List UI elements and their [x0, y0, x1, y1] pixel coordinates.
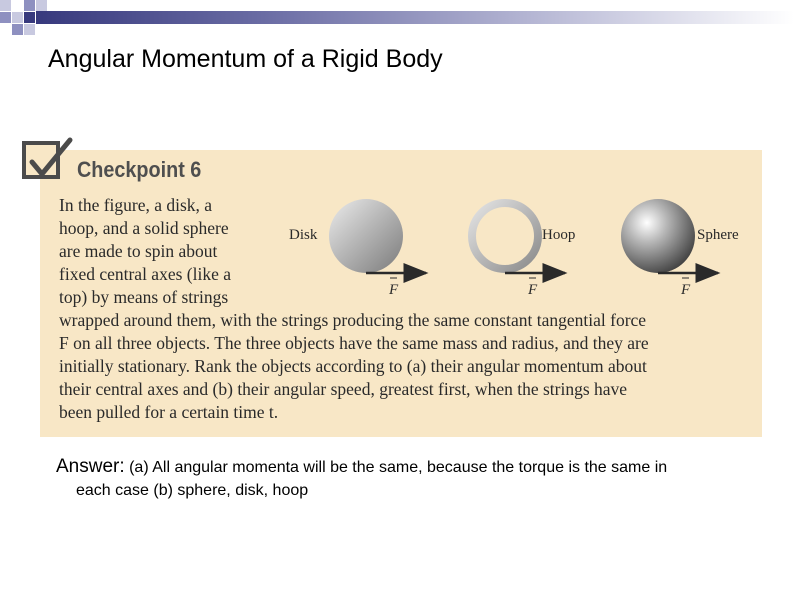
- question-line: been pulled for a certain time t.: [59, 402, 279, 422]
- question-line: are made to spin about: [59, 241, 218, 261]
- checkpoint-heading: Checkpoint 6: [77, 157, 202, 182]
- question-line: wrapped around them, with the strings producing the same constant tangential force: [59, 310, 647, 330]
- question-line: hoop, and a solid sphere: [59, 218, 229, 238]
- header-decoration: [0, 0, 794, 42]
- question-line: fixed central axes (like a: [59, 264, 231, 284]
- sphere-shape: [621, 199, 695, 273]
- question-line: F on all three objects. The three objects have the same mass and radius, and they are: [59, 333, 649, 353]
- sphere-force-label: F: [681, 282, 691, 298]
- checkmark-icon: [22, 136, 74, 184]
- disk-label: Disk: [289, 227, 318, 243]
- hoop-shape: [472, 203, 538, 269]
- disk-force-label: F: [389, 282, 399, 298]
- question-line: their central axes and (b) their angular speed, greatest first, when the strings have: [59, 379, 628, 399]
- sphere-label: Sphere: [697, 227, 739, 243]
- hoop-force-label: F: [528, 282, 538, 298]
- answer-line-1: [56, 456, 667, 478]
- answer-prefix: Answer:: [56, 456, 125, 477]
- answer-line-2: each case (b) sphere, disk, hoop: [76, 482, 309, 499]
- hoop-label: Hoop: [542, 227, 576, 243]
- answer-part-a: (a) All angular momenta will be the same, because the torque is the same in: [129, 459, 668, 476]
- page-title: Angular Momentum of a Rigid Body: [48, 45, 443, 73]
- question-line: initially stationary. Rank the objects according to (a) their angular momentum about: [59, 356, 647, 376]
- question-line: In the figure, a disk, a: [59, 195, 213, 215]
- disk-shape: [329, 199, 403, 273]
- question-line: top) by means of strings: [59, 287, 229, 307]
